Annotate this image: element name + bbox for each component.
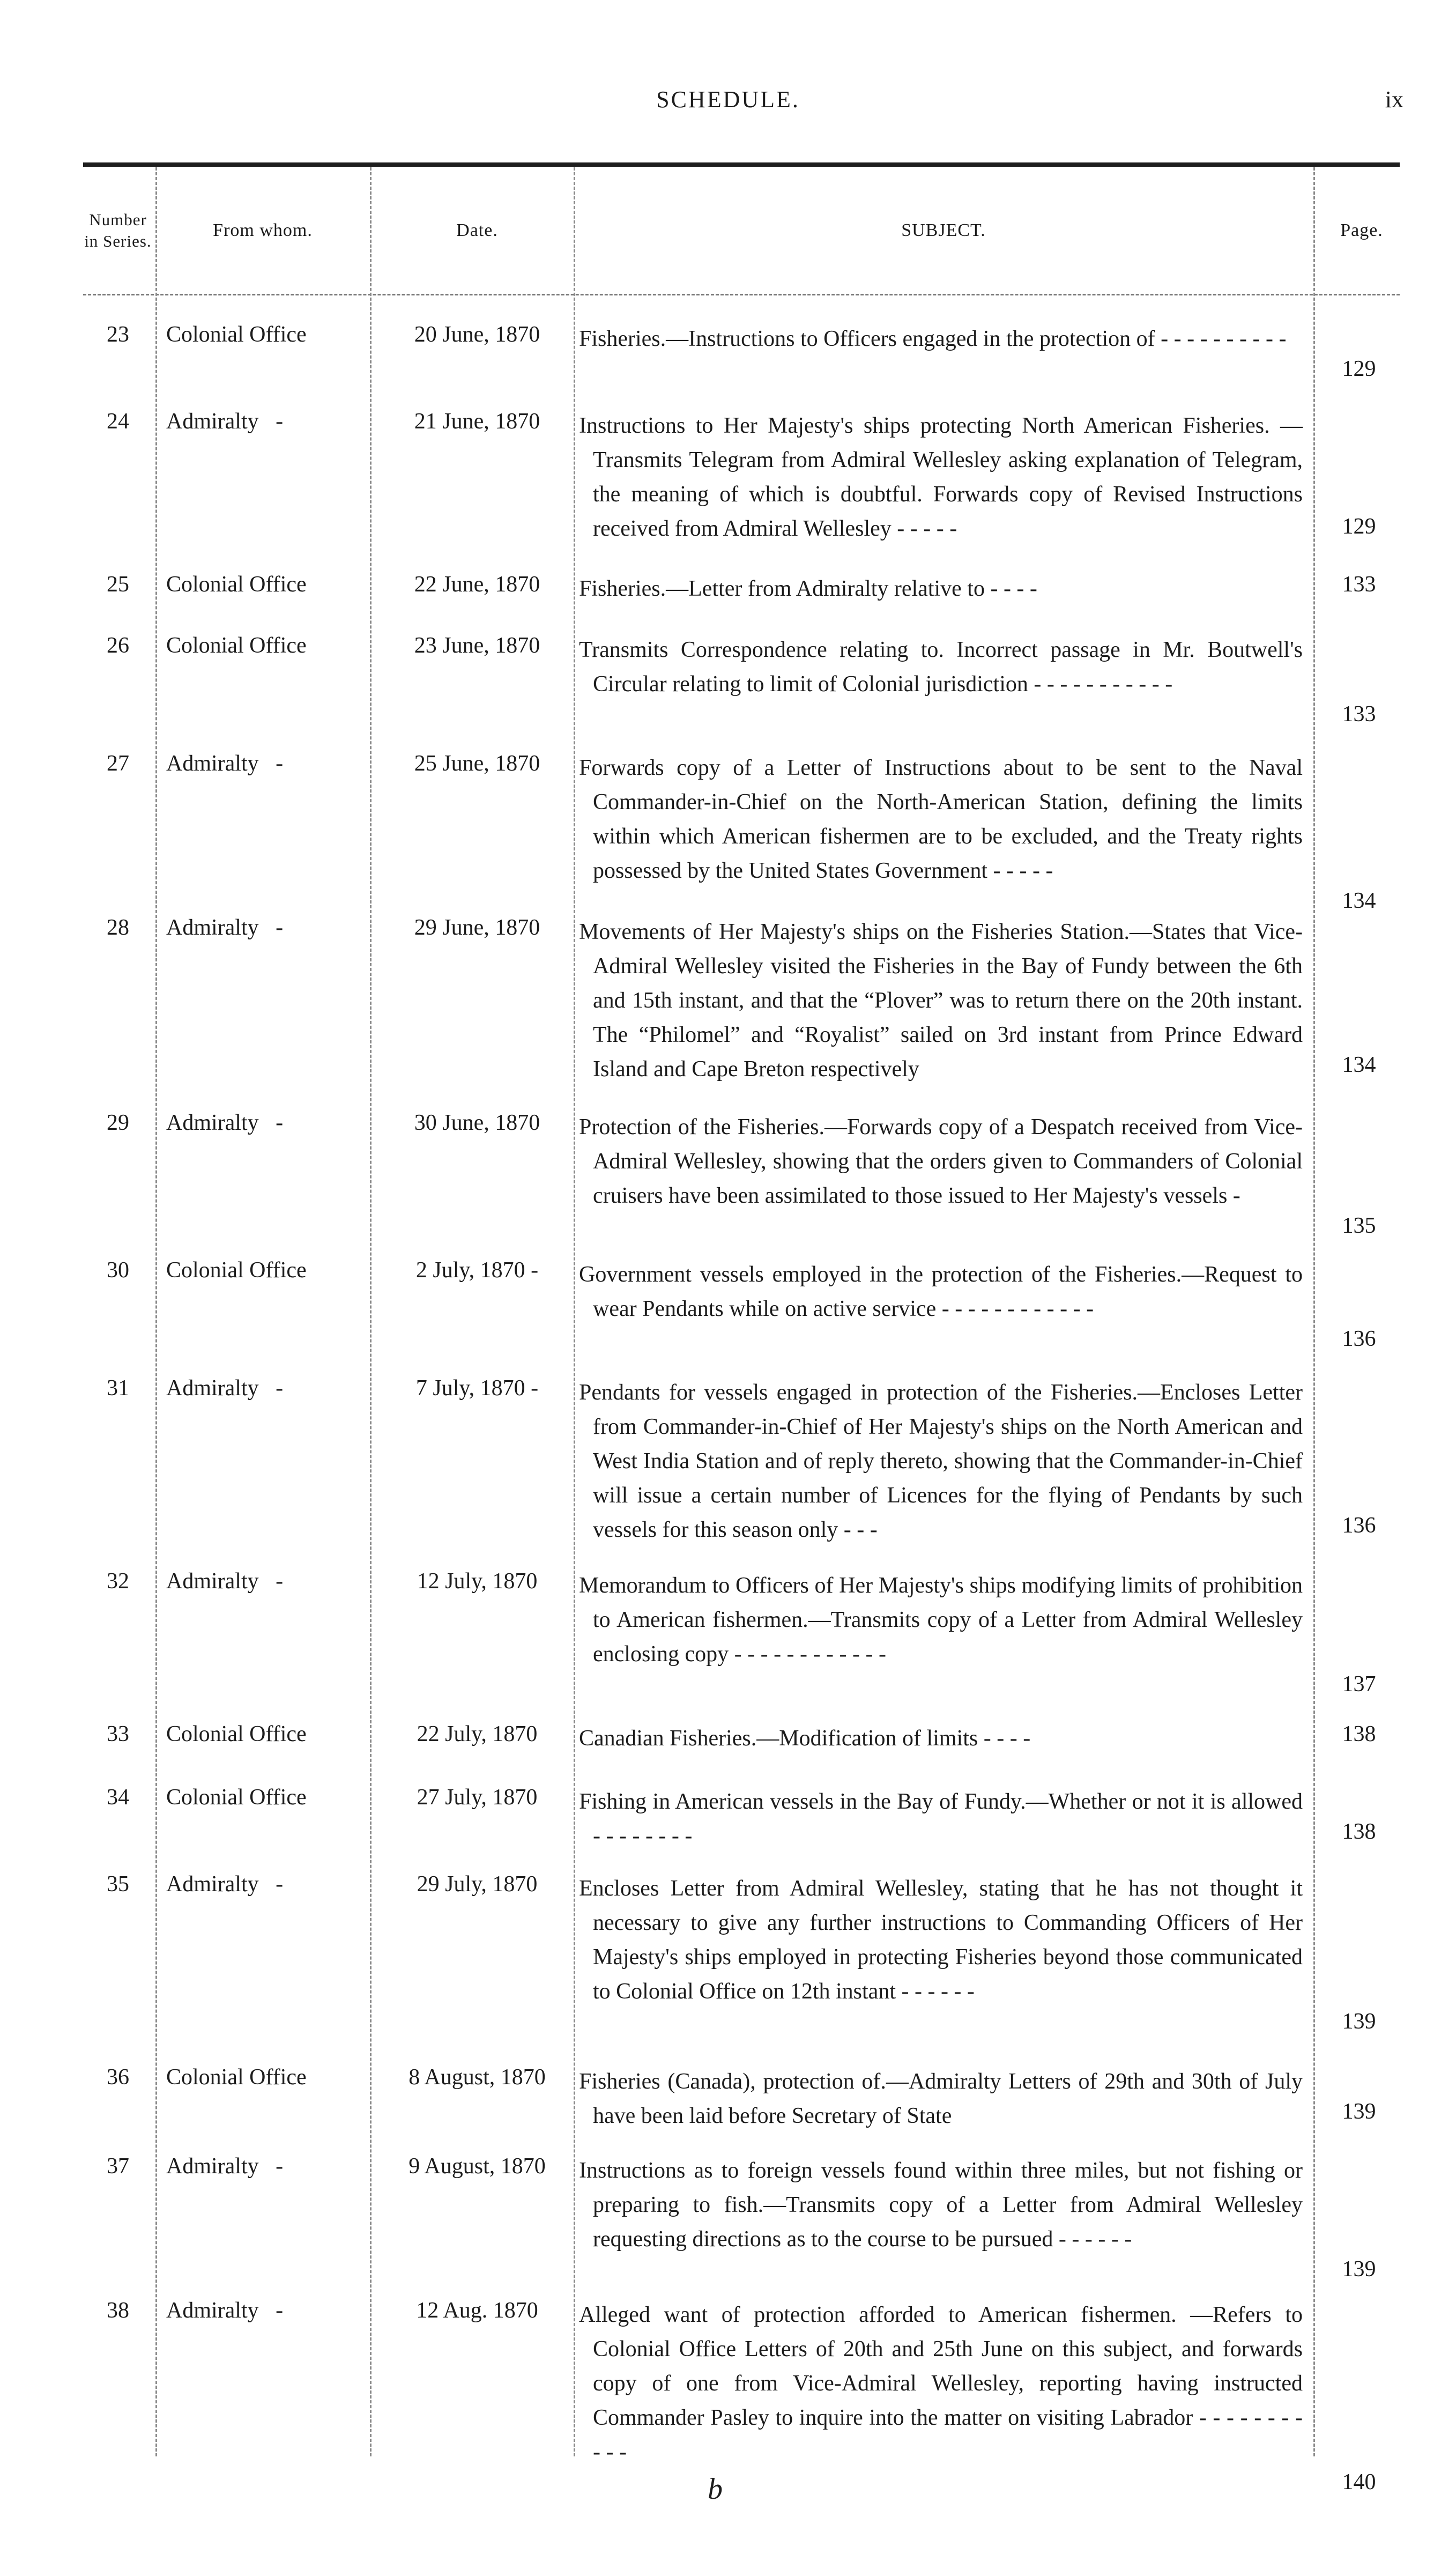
row-page: 136 bbox=[1342, 1513, 1376, 1538]
row-number: 27 bbox=[107, 751, 129, 776]
column-divider bbox=[1313, 167, 1315, 2456]
row-date: 2 July, 1870 - bbox=[415, 1258, 539, 1283]
row-page: 133 bbox=[1342, 572, 1376, 597]
row-from: Admiralty - bbox=[166, 751, 284, 776]
row-from: Colonial Office bbox=[166, 572, 307, 597]
row-date: 22 June, 1870 bbox=[414, 572, 540, 597]
top-rule bbox=[83, 162, 1400, 167]
row-page: 134 bbox=[1342, 889, 1376, 913]
header-number: Number in Series. bbox=[84, 210, 152, 250]
row-subject: Memorandum to Officers of Her Majesty's ships modifying limits of prohibition to American fishermen.—Transmits copy of a Letter from Admiral Wellesley enclosing copy - - - - - - - - - - - - bbox=[579, 1573, 1303, 1667]
row-page: 140 bbox=[1342, 2470, 1376, 2494]
row-date: 27 July, 1870 bbox=[417, 1785, 538, 1810]
row-number: 34 bbox=[107, 1785, 129, 1810]
row-number: 28 bbox=[107, 915, 129, 940]
row-page: 139 bbox=[1342, 2009, 1376, 2034]
row-number: 33 bbox=[107, 1722, 129, 1746]
row-page: 136 bbox=[1342, 1327, 1376, 1351]
row-subject: Instructions to Her Majesty's ships protecting North American Fisheries. — Transmits Telegram from Admiral Wellesley asking explanation of Telegram, the meaning of which is doubtful. Forwards copy of Revised Instructions received from Admiral Wellesley - - - - - bbox=[579, 413, 1303, 541]
column-divider bbox=[155, 167, 157, 2456]
page-number: ix bbox=[1385, 86, 1403, 113]
row-date: 7 July, 1870 - bbox=[415, 1376, 539, 1401]
row-number: 29 bbox=[107, 1110, 129, 1135]
row-subject: Canadian Fisheries.—Modification of limits - - - - bbox=[579, 1726, 1031, 1751]
row-from: Colonial Office bbox=[166, 1785, 307, 1810]
row-number: 24 bbox=[107, 409, 129, 434]
row-number: 36 bbox=[107, 2065, 129, 2090]
row-date: 29 June, 1870 bbox=[414, 915, 540, 940]
header-rule bbox=[83, 294, 1400, 295]
row-from: Admiralty - bbox=[166, 409, 284, 434]
row-from: Admiralty - bbox=[166, 1569, 284, 1594]
row-number: 35 bbox=[107, 1872, 129, 1897]
row-page: 138 bbox=[1342, 1819, 1376, 1844]
row-from: Colonial Office bbox=[166, 1258, 307, 1283]
row-subject: Fishing in American vessels in the Bay of Fundy.—Whether or not it is allowed - - - - - - - - bbox=[579, 1789, 1303, 1848]
row-subject: Government vessels employed in the protection of the Fisheries.—Request to wear Pendants while on active service - - - - - - - - - - - - bbox=[579, 1262, 1303, 1321]
column-divider bbox=[370, 167, 372, 2456]
row-page: 139 bbox=[1342, 2099, 1376, 2124]
row-subject: Fisheries.—Instructions to Officers engaged in the protection of - - - - - - - - - - bbox=[579, 327, 1287, 351]
row-page: 139 bbox=[1342, 2257, 1376, 2282]
header-page: Page. bbox=[1340, 220, 1383, 240]
row-subject: Alleged want of protection afforded to American fishermen. —Refers to Colonial Office Letters of 20th and 25th June on this subject, and forwards copy of one from Vice-Admiral Wellesley, reporting having instructed Commander Pasley to inquire into the matter on visiting Labrador - - - - - - - - - - - bbox=[579, 2303, 1303, 2464]
row-from: Admiralty - bbox=[166, 2298, 284, 2323]
row-date: 30 June, 1870 bbox=[414, 1110, 540, 1135]
row-number: 32 bbox=[107, 1569, 129, 1594]
row-page: 129 bbox=[1342, 514, 1376, 539]
row-subject: Movements of Her Majesty's ships on the Fisheries Station.—States that Vice-Admiral Wellesley visited the Fisheries in the Bay of Fundy between the 6th and 15th instant, and that the “Plover” was to return there on the 20th instant. The “Philomel” and “Royalist” sailed on 3rd instant from Prince Edward Island and Cape Breton respectively bbox=[579, 920, 1303, 1082]
row-page: 135 bbox=[1342, 1213, 1376, 1238]
header-from: From whom. bbox=[213, 220, 313, 240]
page-header bbox=[0, 86, 1456, 123]
row-date: 9 August, 1870 bbox=[408, 2154, 546, 2179]
row-subject: Fisheries (Canada), protection of.—Admiralty Letters of 29th and 30th of July have been laid before Secretary of State bbox=[579, 2069, 1303, 2128]
header-subject: SUBJECT. bbox=[901, 220, 986, 240]
row-from: Admiralty - bbox=[166, 1376, 284, 1401]
row-number: 25 bbox=[107, 572, 129, 597]
row-page: 129 bbox=[1342, 357, 1376, 381]
row-from: Admiralty - bbox=[166, 915, 284, 940]
row-date: 12 July, 1870 bbox=[417, 1569, 538, 1594]
row-from: Colonial Office bbox=[166, 1722, 307, 1746]
row-from: Admiralty - bbox=[166, 1872, 284, 1897]
row-number: 30 bbox=[107, 1258, 129, 1283]
row-page: 138 bbox=[1342, 1722, 1376, 1746]
row-from: Admiralty - bbox=[166, 1110, 284, 1135]
row-date: 23 June, 1870 bbox=[414, 633, 540, 658]
row-page: 133 bbox=[1342, 702, 1376, 727]
row-subject: Fisheries.—Letter from Admiralty relative to - - - - bbox=[579, 576, 1037, 601]
row-subject: Protection of the Fisheries.—Forwards copy of a Despatch received from Vice-Admiral Wellesley, showing that the orders given to Commanders of Colonial cruisers have been assimilated to those issued to Her Majesty's vessels - bbox=[579, 1115, 1303, 1208]
row-from: Colonial Office bbox=[166, 322, 307, 347]
row-date: 22 July, 1870 bbox=[417, 1722, 538, 1746]
row-date: 20 June, 1870 bbox=[414, 322, 540, 347]
row-number: 38 bbox=[107, 2298, 129, 2323]
row-date: 25 June, 1870 bbox=[414, 751, 540, 776]
row-from: Colonial Office bbox=[166, 633, 307, 658]
header-date: Date. bbox=[456, 220, 498, 240]
row-date: 12 Aug. 1870 bbox=[416, 2298, 538, 2323]
row-date: 21 June, 1870 bbox=[414, 409, 540, 434]
row-number: 31 bbox=[107, 1376, 129, 1401]
row-subject: Instructions as to foreign vessels found within three miles, but not fishing or preparing to fish.—Transmits copy of a Letter from Admiral Wellesley requesting directions as to the course to be pursued - - - - - - bbox=[579, 2158, 1303, 2252]
row-from: Colonial Office bbox=[166, 2065, 307, 2090]
row-number: 26 bbox=[107, 633, 129, 658]
row-subject: Pendants for vessels engaged in protection of the Fisheries.—Encloses Letter from Commander-in-Chief of Her Majesty's ships on the North American and West India Station and of reply thereto, showing that the Commander-in-Chief will issue a certain number of Licences for the flying of Pendants by such vessels for this season only - - - bbox=[579, 1380, 1303, 1542]
row-subject: Forwards copy of a Letter of Instructions about to be sent to the Naval Commander-in-Chief on the North-American Station, defining the limits within which American fishermen are to be excluded, and the Treaty rights possessed by the United States Government - - - - - bbox=[579, 756, 1303, 883]
signature-mark: b bbox=[708, 2472, 723, 2506]
row-subject: Transmits Correspondence relating to. Incorrect passage in Mr. Boutwell's Circular relating to limit of Colonial jurisdiction - - - - - - - - - - - bbox=[579, 638, 1303, 697]
row-number: 37 bbox=[107, 2154, 129, 2179]
page-title: SCHEDULE. bbox=[656, 86, 800, 113]
row-date: 29 July, 1870 bbox=[417, 1872, 538, 1897]
row-from: Admiralty - bbox=[166, 2154, 284, 2179]
row-page: 134 bbox=[1342, 1053, 1376, 1077]
row-subject: Encloses Letter from Admiral Wellesley, stating that he has not thought it necessary to give any further instructions to Commanding Officers of Her Majesty's ships employed in protecting Fisheries beyond those communicated to Colonial Office on 12th instant - - - - - - bbox=[579, 1876, 1303, 2004]
row-number: 23 bbox=[107, 322, 129, 347]
column-divider bbox=[574, 167, 575, 2456]
row-page: 137 bbox=[1342, 1672, 1376, 1697]
row-date: 8 August, 1870 bbox=[408, 2065, 546, 2090]
